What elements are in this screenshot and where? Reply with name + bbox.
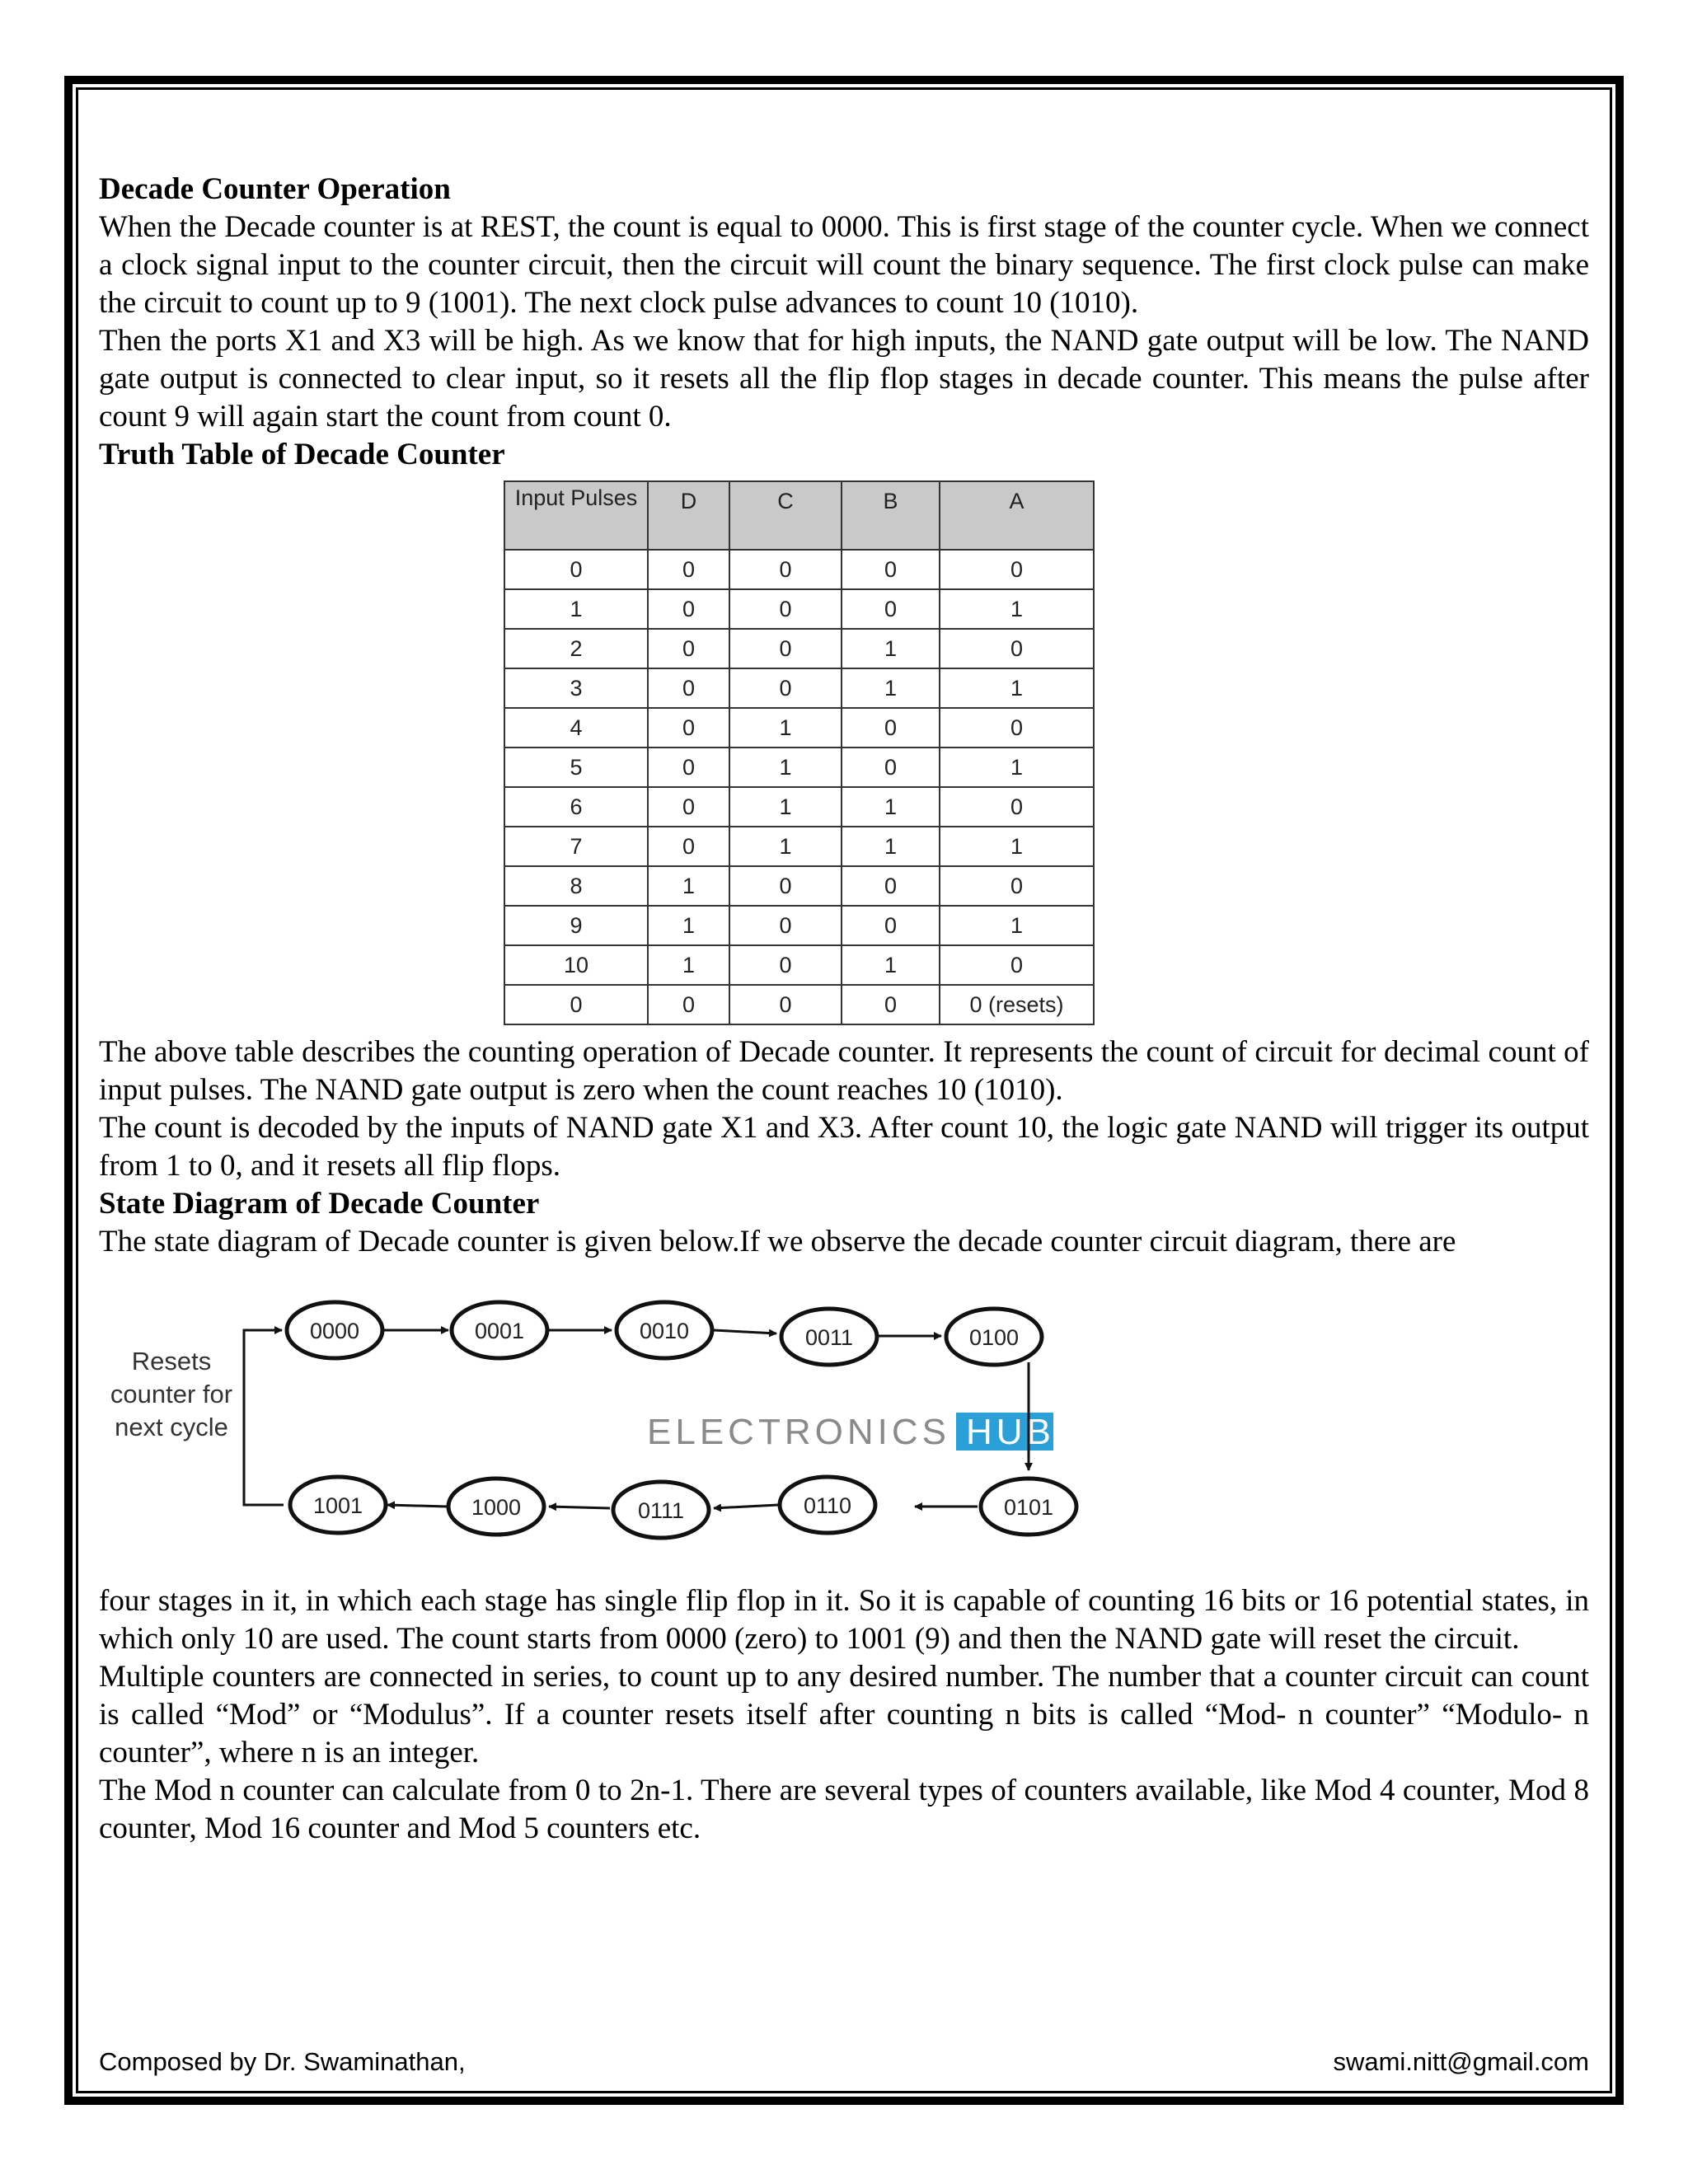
table-cell: 0 [940,550,1094,589]
state-1001 [290,1477,386,1533]
table-cell: 3 [504,668,648,708]
table-cell: 0 [940,866,1094,906]
table-cell: 1 [940,827,1094,866]
state-diagram-svg [99,1271,1589,1576]
table-cell: 0 [504,985,648,1024]
table-cell: 10 [504,945,648,985]
state-0111 [613,1482,709,1538]
table-cell: 1 [940,589,1094,629]
table-cell: 0 (resets) [940,985,1094,1024]
table-cell: 0 [842,866,940,906]
arrow-0010-0011 [714,1330,776,1333]
state-label: 1000 [471,1495,522,1520]
state-0100 [946,1309,1042,1365]
table-cell: 0 [648,668,729,708]
table-cell: 1 [842,827,940,866]
state-0001 [452,1302,547,1358]
table-cell: 1 [842,668,940,708]
table-cell: 1 [504,589,648,629]
table-cell: 4 [504,708,648,748]
reset-loop-arrow [244,1330,284,1505]
table-cell: 1 [729,748,842,787]
paragraph-rest-state: When the Decade counter is at REST, the count is equal to 0000. This is first stage of the counter cycle. When we connect a clock signal input to the counter circuit, then the circuit will count the binary sequence. The first clock pulse can make the circuit to count up to 9 (1001). The next clock pulse advances to count 10 (1010). [99,210,1589,320]
state-label: 0100 [968,1325,1020,1350]
table-cell: 1 [648,945,729,985]
table-cell: 0 [648,787,729,827]
state-label: 0101 [1003,1495,1054,1520]
table-cell: 0 [842,708,940,748]
watermark-hub: HUB [966,1412,1055,1452]
table-cell: 0 [648,985,729,1024]
table-cell: 1 [729,827,842,866]
truth-table-header-row [504,481,1094,550]
truth-table-body [504,550,1094,1024]
table-cell: 1 [940,668,1094,708]
table-cell: 0 [648,708,729,748]
table-cell: 0 [729,985,842,1024]
state-label: 0010 [639,1319,690,1343]
table-cell: 1 [729,787,842,827]
table-cell: 0 [729,906,842,945]
table-cell: 6 [504,787,648,827]
state-diagram [99,1271,1589,1576]
heading-truth-table: Truth Table of Decade Counter [99,438,505,471]
table-cell: 0 [842,589,940,629]
table-cell: 9 [504,906,648,945]
state-0000 [287,1302,382,1358]
table-cell: 1 [940,906,1094,945]
table-cell: 0 [648,550,729,589]
header-a: A [940,481,1094,550]
footer-author: Composed by Dr. Swaminathan, [99,2047,466,2076]
page-footer [99,2047,1589,2077]
truth-table-container [99,480,1589,1025]
table-cell: 0 [940,787,1094,827]
table-row [504,945,1094,985]
table-cell: 0 [648,748,729,787]
paragraph-mod-n: The Mod n counter can calculate from 0 to 2n-1. There are several types of counters available, like Mod 4 counter, Mod 8 counter, Mod 16 counter and Mod 5 counters etc. [99,1774,1589,1845]
paragraph-nand-decode: The count is decoded by the inputs of NAND gate X1 and X3. After count 10, the logic gate NAND will trigger its output from 1 to 0, and it resets all flip flops. [99,1111,1589,1183]
table-row [504,787,1094,827]
table-cell: 1 [729,708,842,748]
table-cell: 5 [504,748,648,787]
arrow-0111-1000 [549,1507,610,1508]
table-cell: 0 [729,550,842,589]
arrow-0110-0111 [714,1505,778,1508]
table-cell: 0 [648,589,729,629]
paragraph-nand-reset: Then the ports X1 and X3 will be high. As we know that for high inputs, the NAND gate output will be low. The NAND gate output is connected to clear input, so it resets all the flip flop stages in decade counter. This means the pulse after count 9 will again start the count from count 0. [99,324,1589,434]
table-cell: 1 [940,748,1094,787]
table-cell: 1 [842,945,940,985]
state-0110 [780,1477,875,1533]
table-row [504,589,1094,629]
table-row [504,906,1094,945]
state-0101 [981,1479,1076,1535]
state-0010 [617,1302,712,1358]
heading-state-diagram: State Diagram of Decade Counter [99,1187,540,1221]
table-cell: 0 [842,550,940,589]
table-row [504,866,1094,906]
table-cell: 2 [504,629,648,668]
table-cell: 1 [648,906,729,945]
heading-decade-counter-operation: Decade Counter Operation [99,172,451,206]
table-row [504,629,1094,668]
state-label: 0000 [309,1319,360,1343]
table-cell: 0 [729,629,842,668]
table-cell: 1 [648,866,729,906]
reset-label-line1: Resets [131,1347,212,1376]
table-cell: 0 [842,906,940,945]
table-cell: 0 [940,945,1094,985]
table-row [504,827,1094,866]
table-cell: 0 [729,668,842,708]
state-label: 0011 [804,1325,854,1350]
paragraph-state-diagram-intro: The state diagram of Decade counter is given below.If we observe the decade counter circuit diagram, there are [99,1225,1456,1258]
table-cell: 0 [940,708,1094,748]
truth-table [504,480,1095,1025]
table-cell: 8 [504,866,648,906]
state-label: 0110 [803,1493,852,1518]
state-label: 1001 [312,1493,363,1518]
paragraph-four-stages: four stages in it, in which each stage has single flip flop in it. So it is capable of counting 16 bits or 16 potential states, in which only 10 are used. The count starts from 0000 (zero) to 1001 (9) and then the NAND gate will reset the circuit. [99,1584,1589,1656]
table-cell: 7 [504,827,648,866]
header-c: C [729,481,842,550]
table-cell: 0 [729,945,842,985]
table-row [504,550,1094,589]
state-1000 [448,1479,544,1535]
arrow-1000-1001 [387,1505,447,1507]
table-cell: 0 [842,985,940,1024]
watermark-electronics: ELECTRONICS [647,1412,950,1452]
reset-label-line2: counter for [110,1380,233,1408]
header-input-pulses: Input Pulses [504,481,648,550]
table-cell: 0 [648,827,729,866]
table-row [504,985,1094,1024]
state-label: 0111 [637,1498,685,1523]
table-cell: 1 [842,787,940,827]
state-0011 [781,1309,877,1365]
table-cell: 1 [842,629,940,668]
table-row [504,668,1094,708]
table-cell: 0 [729,866,842,906]
table-cell: 0 [648,629,729,668]
table-cell: 0 [504,550,648,589]
state-label: 0001 [474,1319,525,1343]
footer-email: swami.nitt@gmail.com [1333,2047,1589,2076]
paragraph-table-description: The above table describes the counting operation of Decade counter. It represents the count of circuit for decimal count of input pulses. The NAND gate output is zero when the count reaches 10 (1010). [99,1035,1589,1107]
table-row [504,708,1094,748]
table-row [504,748,1094,787]
table-cell: 0 [842,748,940,787]
table-cell: 0 [729,589,842,629]
header-d: D [648,481,729,550]
paragraph-modulus: Multiple counters are connected in series, to count up to any desired number. The number that a counter circuit can count is called “Mod” or “Modulus”. If a counter resets itself after counting n bits is called “Mod- n counter” “Modulo- n counter”, where n is an integer. [99,1660,1589,1769]
header-b: B [842,481,940,550]
reset-label-line3: next cycle [115,1413,228,1441]
table-cell: 0 [940,629,1094,668]
document-body [99,171,1589,1848]
